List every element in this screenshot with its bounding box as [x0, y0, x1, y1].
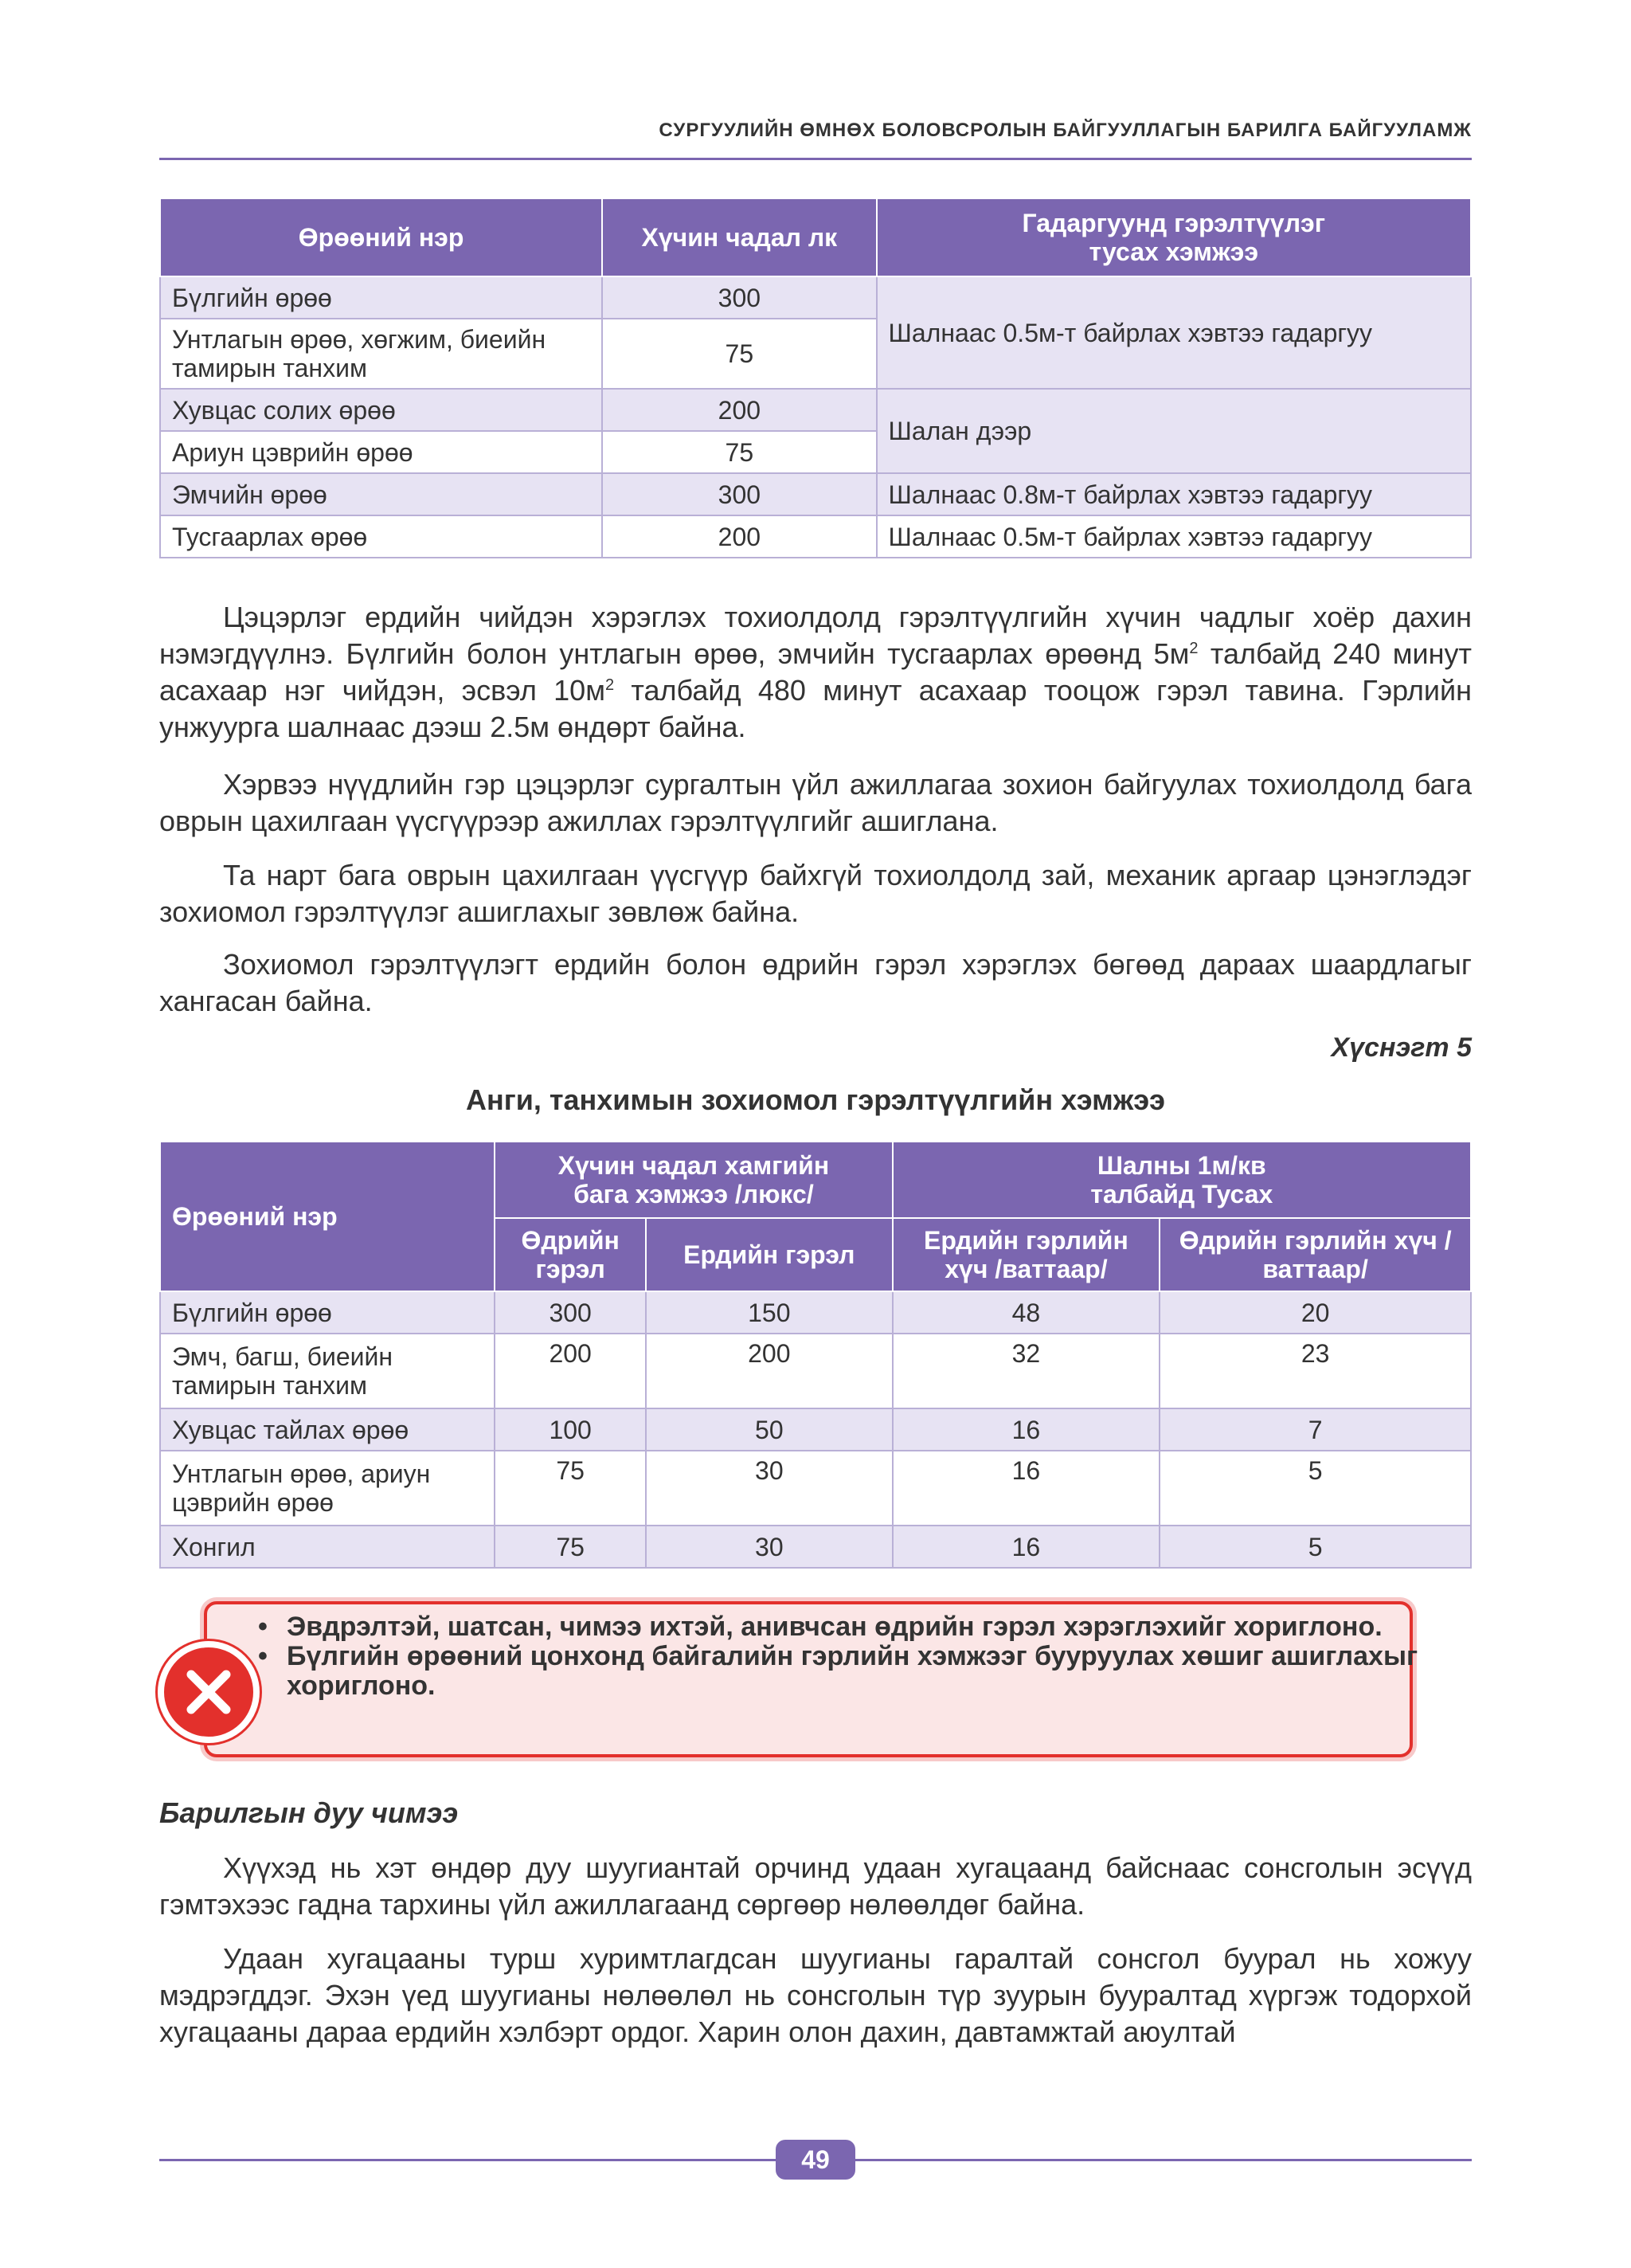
table-row: [160, 1334, 1471, 1408]
section-title: Барилгын дуу чимээ: [159, 1796, 459, 1829]
column-header-normal-power: Ердийн гэрлийн хүч /ваттаар/: [893, 1218, 1160, 1291]
room-name-cell: Хонгил: [160, 1526, 495, 1568]
normal-light-cell: 200: [646, 1334, 892, 1408]
table-row: [160, 515, 1471, 558]
day-light-cell: 75: [495, 1451, 646, 1526]
day-light-cell: 100: [495, 1408, 646, 1451]
room-name-cell: Хувцас солих өрөө: [160, 389, 602, 431]
room-name-cell: Тусгаарлах өрөө: [160, 515, 602, 558]
normal-light-cell: 30: [646, 1526, 892, 1568]
page-number: 49: [776, 2140, 855, 2180]
day-light-cell: 200: [495, 1334, 646, 1408]
paragraph-ger-kindergarten: Хэрвээ нүүдлийн гэр цэцэрлэг сургалтын үйл ажиллагаа зохион байгуулах тохиолдолд бага оврын цахилгаан үүсгүүрээр ажиллах гэрэлтүүлгийг ашиглана.: [159, 768, 1472, 837]
day-power-cell: 5: [1160, 1451, 1471, 1526]
header-divider: [159, 158, 1472, 160]
room-name-cell: Унтлагын өрөө, ариун цэврийн өрөө: [160, 1451, 495, 1526]
day-power-cell: 23: [1160, 1334, 1471, 1408]
column-header-day-power: Өдрийн гэрлийн хүч /ваттаар/: [1160, 1218, 1471, 1291]
column-group-per-sqm: Шалны 1м/кв талбайд Тусах: [893, 1142, 1471, 1218]
power-cell: 300: [602, 473, 876, 515]
day-light-cell: 75: [495, 1526, 646, 1568]
room-name-cell: Бүлгийн өрөө: [160, 276, 602, 319]
paragraph-hearing-loss: Удаан хугацааны турш хуримтлагдсан шуугианы гаралтай сонсгол буурал нь хожуу мэдрэгддэг. Эхэн үед шуугианы нөлөөлөл нь сонсголын түр зуурын бууралтад хүргэж тодорхой хугацааны дараа ердийн хэлбэрт ордог. Харин олон дахин, давтамжтай аюултай: [159, 1942, 1472, 2048]
room-name-cell: Унтлагын өрөө, хөгжим, биеийн тамирын танхим: [160, 319, 602, 389]
table-label: Хүснэгт 5: [1331, 1032, 1472, 1063]
power-cell: 300: [602, 276, 876, 319]
surface-cell: Шалнаас 0.5м-т байрлах хэвтээ гадаргуу: [877, 515, 1471, 558]
power-cell: 75: [602, 319, 876, 389]
power-cell: 200: [602, 515, 876, 558]
surface-cell: Шалнаас 0.5м-т байрлах хэвтээ гадаргуу: [877, 276, 1471, 389]
prohibition-list: [247, 1612, 1426, 1701]
table-row: [160, 1526, 1471, 1568]
column-header-room: Өрөөний нэр: [160, 1142, 495, 1291]
day-power-cell: 7: [1160, 1408, 1471, 1451]
table-row: [160, 1408, 1471, 1451]
table-row: [160, 1451, 1471, 1526]
power-cell: 75: [602, 431, 876, 473]
paragraph-battery-lighting: Та нарт бага оврын цахилгаан үүсгүүр байхгүй тохиолдолд зай, механик аргаар цэнэглэдэг зохиомол гэрэлтүүлэг ашиглахыг зөвлөж байна.: [159, 859, 1472, 928]
column-header-normal-light: Ердийн гэрэл: [646, 1218, 892, 1291]
paragraph-requirements: Зохиомол гэрэлтүүлэгт ердийн болон өдрийн гэрэл хэрэглэх бөгөөд дараах шаардлагыг хангасан байна.: [159, 948, 1472, 1017]
lighting-power-table: [159, 198, 1472, 558]
day-power-cell: 20: [1160, 1291, 1471, 1334]
artificial-lighting-table: [159, 1141, 1472, 1569]
paragraph-noise-effects: Хүүхэд нь хэт өндөр дуу шуугиантай орчинд удаан хугацаанд байснаас сонсголын эсүүд гэмтэхээс гадна тархины үйл ажиллагаанд сөргөөр нөлөөлдөг байна.: [159, 1851, 1472, 1921]
normal-power-cell: 16: [893, 1526, 1160, 1568]
normal-power-cell: 16: [893, 1451, 1160, 1526]
running-header: СУРГУУЛИЙН ӨМНӨХ БОЛОВСРОЛЫН БАЙГУУЛЛАГЫН БАРИЛГА БАЙГУУЛАМЖ: [659, 119, 1472, 141]
power-cell: 200: [602, 389, 876, 431]
table-header-row: [160, 198, 1471, 276]
prohibition-item: • Эвдрэлтэй, шатсан, чимээ ихтэй, анивчсан өдрийн гэрэл хэрэглэхийг хориглоно.: [287, 1612, 1426, 1642]
table-row: [160, 276, 1471, 319]
column-group-min-power: Хүчин чадал хамгийн бага хэмжээ /люкс/: [495, 1142, 892, 1218]
column-header-power: Хүчин чадал лк: [602, 198, 876, 276]
column-header-day-light: Өдрийн гэрэл: [495, 1218, 646, 1291]
surface-cell: Шалан дээр: [877, 389, 1471, 473]
room-name-cell: Бүлгийн өрөө: [160, 1291, 495, 1334]
day-power-cell: 5: [1160, 1526, 1471, 1568]
table-header-row: [160, 1142, 1471, 1218]
table-row: [160, 1291, 1471, 1334]
room-name-cell: Эмч, багш, биеийн тамирын танхим: [160, 1334, 495, 1408]
normal-light-cell: 30: [646, 1451, 892, 1526]
table-row: [160, 473, 1471, 515]
day-light-cell: 300: [495, 1291, 646, 1334]
close-icon: [158, 1641, 260, 1743]
normal-power-cell: 32: [893, 1334, 1160, 1408]
table-row: [160, 389, 1471, 431]
room-name-cell: Ариун цэврийн өрөө: [160, 431, 602, 473]
prohibition-item: • Бүлгийн өрөөний цонхонд байгалийн гэрлийн хэмжээг бууруулах хөшиг ашиглахыг хориглоно.: [287, 1642, 1426, 1701]
column-header-surface: Гадаргуунд гэрэлтүүлэг тусах хэмжээ: [877, 198, 1471, 276]
paragraph-lighting-power: Цэцэрлэг ердийн чийдэн хэрэглэх тохиолдолд гэрэлтүүлгийн хүчин чадлыг хоёр дахин нэмэгдүүлнэ. Бүлгийн болон унтлагын өрөө, эмчийн тусгаарлах өрөөнд $5м^2$ талбайд 240 минут асахаар нэг чийдэн, эсвэл $10м^2$ талбайд 480 минут асахаар тооцож гэрэл тавина. Гэрлийн унжуурга шалнаас дээш 2.5м өндөрт байна.: [159, 601, 1473, 743]
room-name-cell: Эмчийн өрөө: [160, 473, 602, 515]
normal-power-cell: 48: [893, 1291, 1160, 1334]
surface-cell: Шалнаас 0.8м-т байрлах хэвтээ гадаргуу: [877, 473, 1471, 515]
room-name-cell: Хувцас тайлах өрөө: [160, 1408, 495, 1451]
normal-power-cell: 16: [893, 1408, 1160, 1451]
table-caption: Анги, танхимын зохиомол гэрэлтүүлгийн хэмжээ: [465, 1083, 1166, 1116]
normal-light-cell: 150: [646, 1291, 892, 1334]
column-header-room: Өрөөний нэр: [160, 198, 602, 276]
normal-light-cell: 50: [646, 1408, 892, 1451]
